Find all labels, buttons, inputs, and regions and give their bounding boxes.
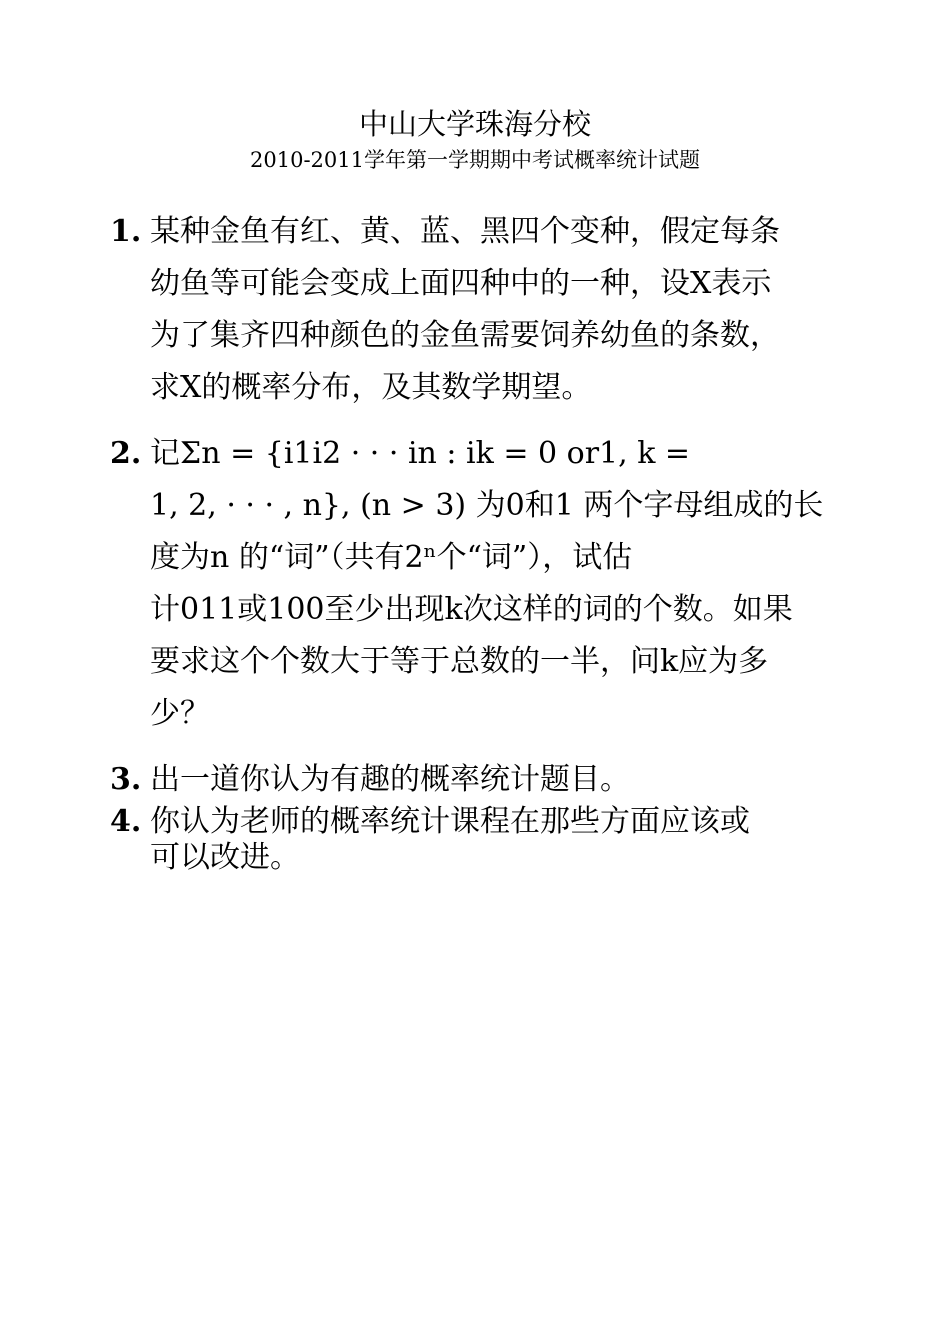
question-line: 你认为老师的概率统计课程在那些方面应该或 bbox=[150, 804, 750, 839]
question-number: 4. bbox=[110, 804, 142, 839]
question-line: 少？ bbox=[150, 696, 210, 731]
question-line: 计011或100至少出现k次这样的词的个数。如果 bbox=[150, 592, 793, 627]
question-line: 为了集齐四种颜色的金鱼需要饲养幼鱼的条数， bbox=[150, 318, 780, 353]
question-number: 3. bbox=[110, 762, 142, 797]
page-title: 中山大学珠海分校 bbox=[358, 107, 591, 141]
question-4 bbox=[110, 804, 840, 876]
question-line: 求X的概率分布，及其数学期望。 bbox=[150, 370, 592, 405]
page-subtitle: 2010-2011学年第一学期期中考试概率统计试题 bbox=[250, 148, 700, 172]
question-line: 某种金鱼有红、黄、蓝、黑四个变种，假定每条 bbox=[150, 214, 780, 249]
question-line: 度为n 的“词”（共有2ⁿ个“词”），试估 bbox=[150, 540, 633, 575]
question-number: 2. bbox=[110, 436, 142, 471]
question-2 bbox=[110, 428, 840, 740]
question-line: 要求这个个数大于等于总数的一半，问k应为多 bbox=[150, 644, 769, 679]
question-line: 幼鱼等可能会变成上面四种中的一种，设X表示 bbox=[150, 266, 772, 301]
question-line: 记Σn = {i1i2 · · · in : ik = 0 or1, k = bbox=[150, 436, 691, 471]
question-line: 可以改进。 bbox=[150, 840, 300, 875]
question-1 bbox=[110, 206, 840, 414]
question-line: 出一道你认为有趣的概率统计题目。 bbox=[150, 762, 630, 797]
question-3 bbox=[110, 754, 840, 806]
question-line: 1, 2, · · · , n}, (n > 3) 为0和1 两个字母组成的长 bbox=[150, 488, 824, 523]
question-number: 1. bbox=[110, 214, 142, 249]
